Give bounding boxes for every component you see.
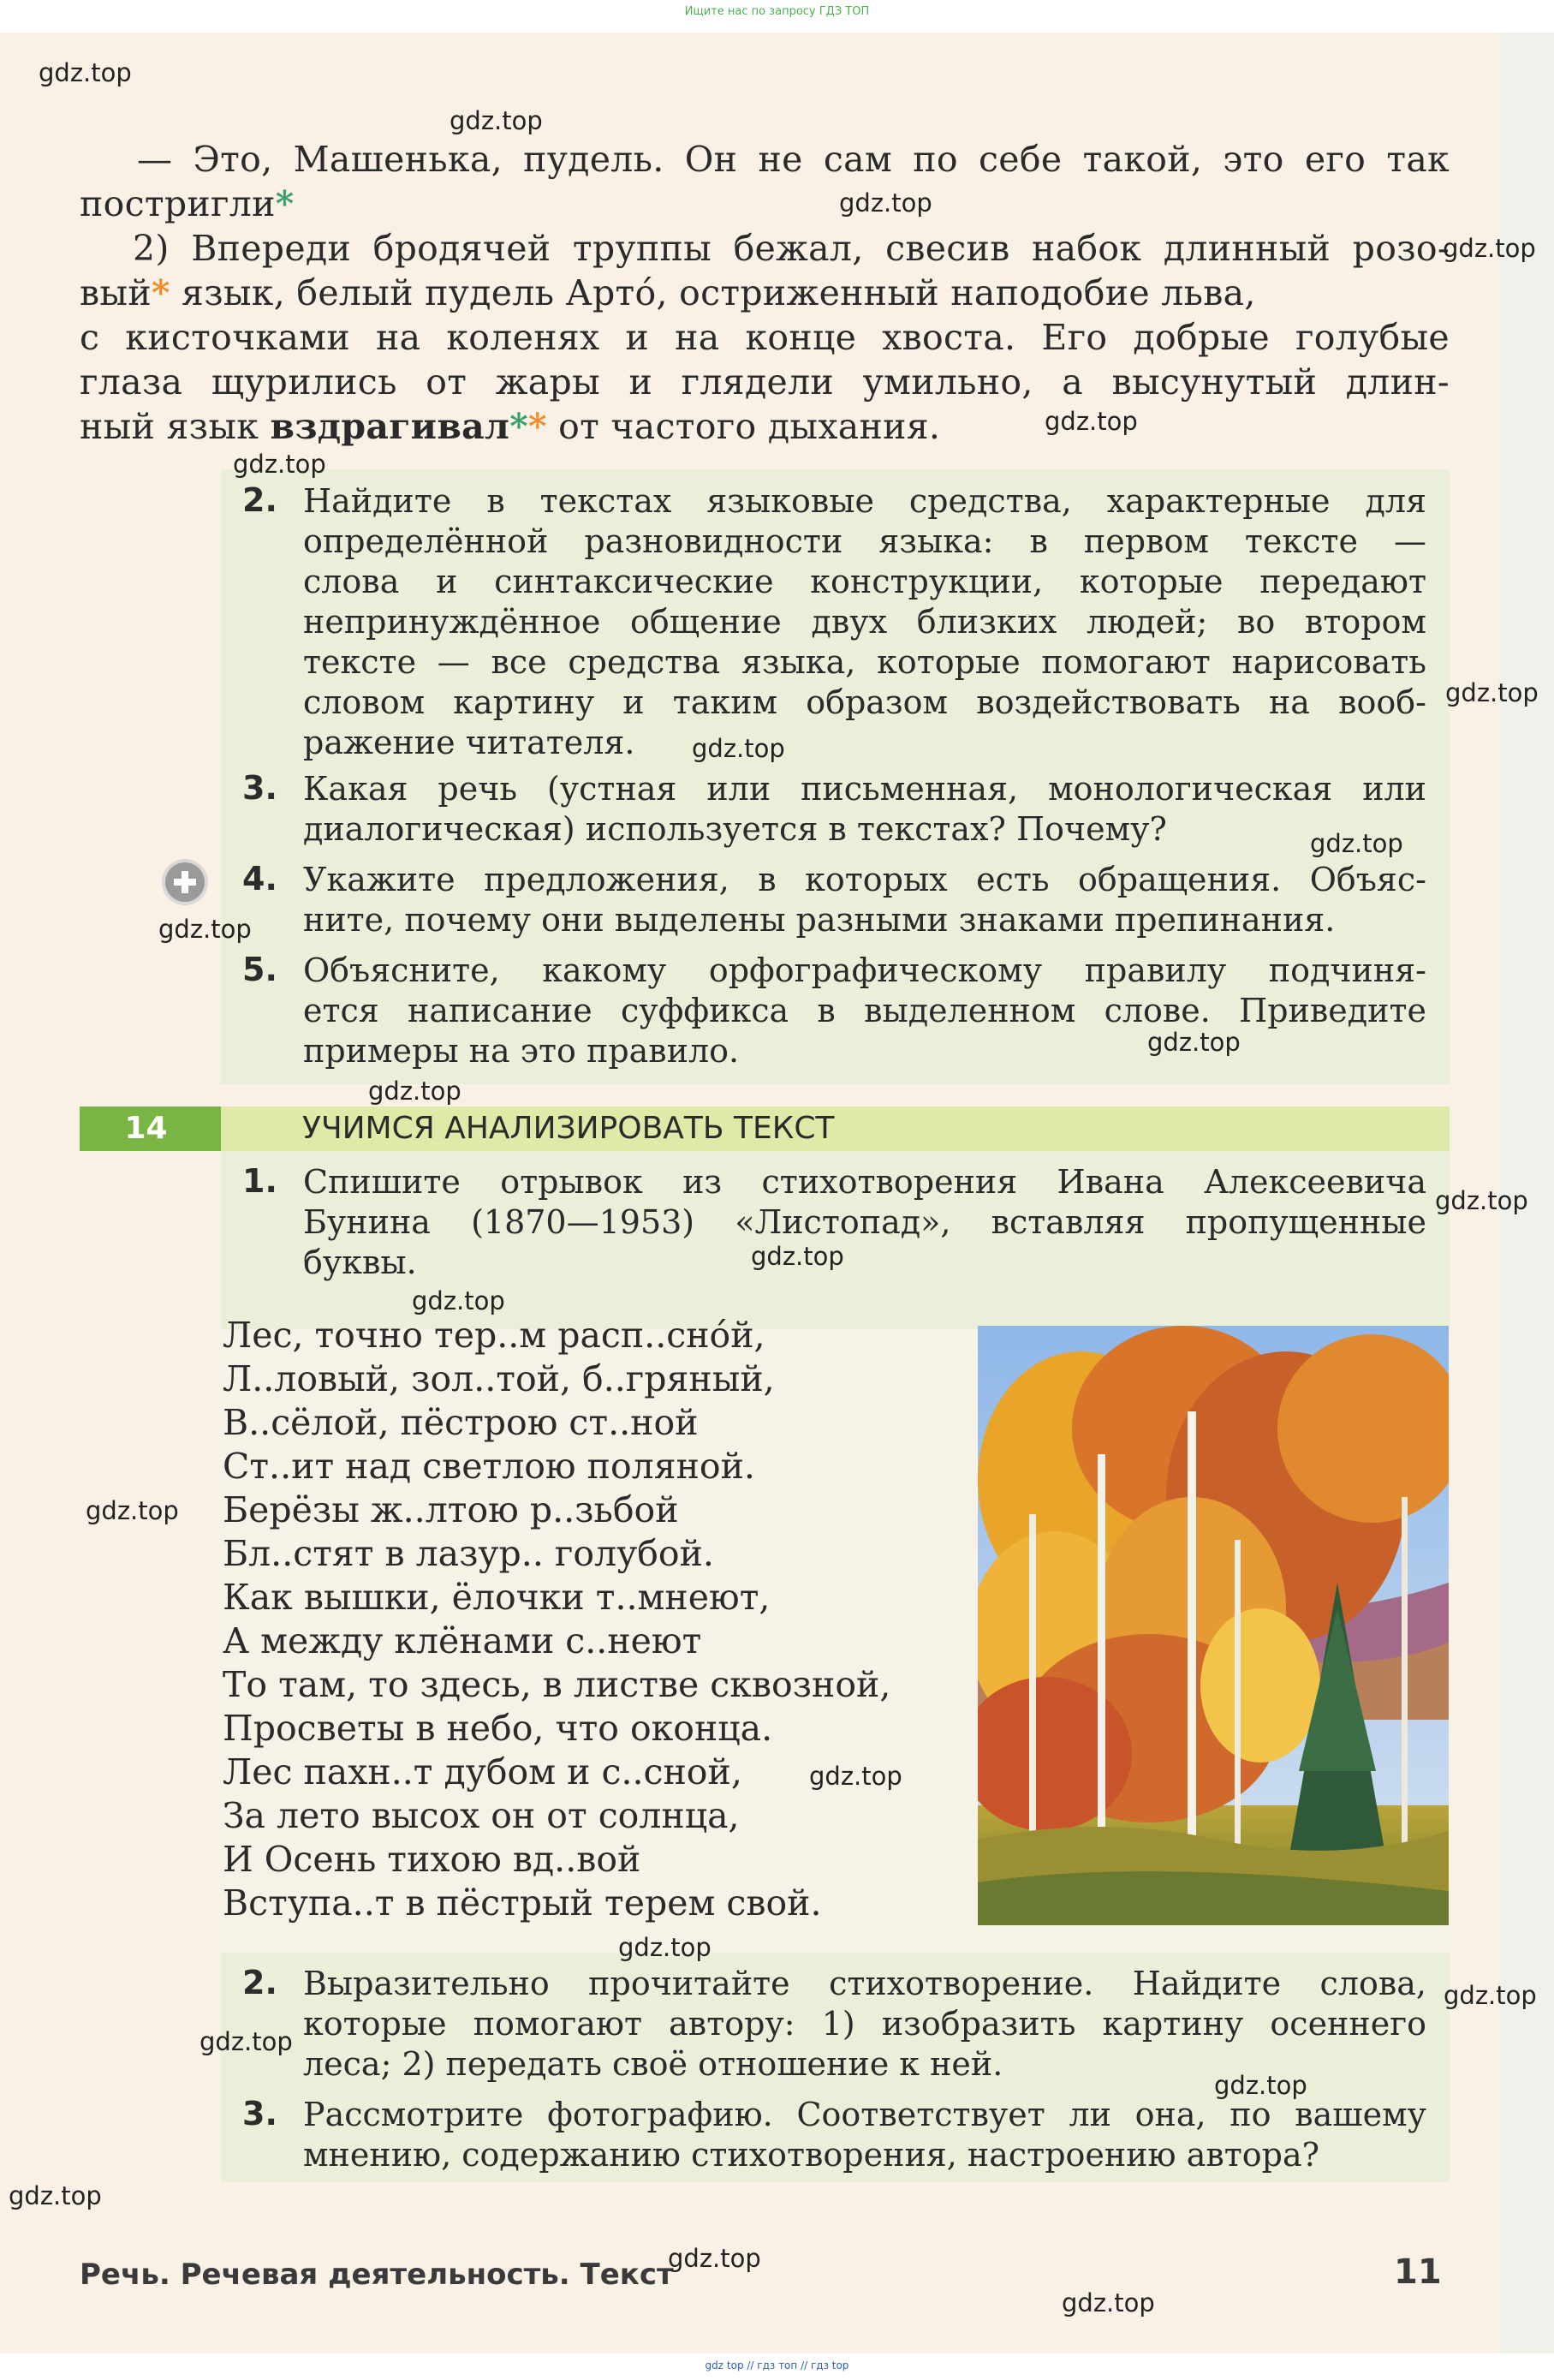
poem-line: Ст..ит над светлою поляной. (223, 1446, 755, 1487)
task-number: 2. (242, 481, 277, 519)
text-line: буквы. (303, 1244, 417, 1281)
intro-line-1 (137, 137, 1450, 182)
watermark: gdz.top (1045, 407, 1138, 436)
watermark: gdz.top (1062, 2288, 1155, 2317)
watermark: gdz.top (1147, 1028, 1241, 1057)
watermark: gdz.top (412, 1286, 505, 1315)
text-line: тексте — все средства языка, которые помогают нарисовать (303, 643, 1426, 681)
text-line: Бунина (1870—1953) «Листопад», вставляя пропущенные (303, 1203, 1426, 1241)
task-5-text (303, 951, 1426, 1071)
poem-line: Вступа..т в пёстрый терем свой. (223, 1882, 822, 1924)
text-span: вый (80, 272, 152, 313)
watermark: gdz.top (39, 58, 132, 87)
watermark: gdz.top (1214, 2071, 1307, 2100)
text-line: ется написание суффикса в выделенном слове. Приведите (303, 992, 1426, 1029)
page-number: 11 (1394, 2252, 1442, 2292)
task-4-text (303, 860, 1426, 940)
text-line: ните, почему они выделены разными знаками препинания. (303, 901, 1336, 939)
poem-line: Как вышки, ёлочки т..мнеют, (223, 1577, 771, 1618)
task-number: 4. (242, 860, 277, 898)
task-3-text (303, 769, 1426, 850)
paragraph-2-line-3: с кисточками на коленях и на конце хвоста. Его добрые голубые (80, 317, 1450, 358)
poem-line: Бл..стят в лазур.. голубой. (223, 1533, 714, 1574)
intro-text-2: постригли (80, 183, 276, 224)
watermark: gdz.top (158, 915, 252, 944)
asterisk-mark: * (528, 406, 547, 447)
section-title: УЧИМСЯ АНАЛИЗИРОВАТЬ ТЕКСТ (221, 1106, 1450, 1151)
text-span: язык, белый пудель Арто́, остриженный наподобие льва, (170, 272, 1256, 313)
watermark: gdz.top (233, 450, 326, 479)
text-line: определённой разновидности языка: в первом тексте — (303, 522, 1426, 560)
text-line: примеры на это правило. (303, 1032, 740, 1070)
text-line: ражение читателя. (303, 724, 635, 761)
text-line: Рассмотрите фотографию. Соответствует ли она, по вашему (303, 2096, 1426, 2133)
text-line: Укажите предложения, в которых есть обращения. Объяс- (303, 861, 1426, 898)
text-line: Спишите отрывок из стихотворения Ивана Алексеевича (303, 1163, 1426, 1201)
watermark: gdz.top (199, 2027, 293, 2056)
text-line: которые помогают автору: 1) изобразить картину осеннего (303, 2005, 1426, 2043)
poem-line: Лес, точно тер..м расп..сно́й, (223, 1315, 765, 1356)
poem-line: Просветы в небо, что оконца. (223, 1708, 773, 1749)
watermark: gdz.top (450, 106, 543, 135)
text-line: Найдите в текстах языковые средства, характерные для (303, 482, 1426, 520)
text-line: слова и синтаксические конструкции, которые передают (303, 563, 1426, 600)
highlighted-word: вздрагивал (270, 406, 510, 447)
text-line: леса; 2) передать своё отношение к ней. (303, 2045, 1003, 2083)
text-line: мнению, содержанию стихотворения, настроению автора? (303, 2136, 1319, 2174)
top-note: Ищите нас по запросу ГДЗ ТОП (684, 5, 870, 18)
asterisk-mark: * (509, 406, 529, 447)
watermark: gdz.top (9, 2181, 102, 2210)
text-line: диалогическая) используется в текстах? Почему? (303, 810, 1167, 848)
autumn-forest-photo (978, 1326, 1449, 1925)
paragraph-2-line-1: 2) Впереди бродячей труппы бежал, свесив набок длинный розо- (133, 228, 1450, 269)
poem-line: В..сёлой, пёстрою ст..ной (223, 1402, 699, 1443)
poem-line: То там, то здесь, в листве сквозной, (223, 1664, 891, 1705)
watermark: gdz.top (1445, 678, 1539, 707)
section-task-1-text (303, 1162, 1426, 1283)
asterisk-mark: * (275, 183, 295, 224)
watermark: gdz.top (618, 1933, 712, 1962)
watermark: gdz.top (86, 1496, 179, 1525)
watermark: gdz.top (368, 1077, 461, 1106)
text-line: непринуждённое общение двух близких людей; во втором (303, 603, 1426, 641)
text-line: Какая речь (устная или письменная, монологическая или (303, 770, 1426, 808)
paragraph-2-line-4: глаза щурились от жары и глядели умильно, а высунутый длин- (80, 361, 1450, 403)
poem-line: И Осень тихою вд..вой (223, 1839, 641, 1880)
task-number: 3. (242, 769, 277, 807)
poem-line: За лето высох он от солнца, (223, 1795, 740, 1836)
watermark: gdz.top (692, 734, 785, 763)
text-line: словом картину и таким образом воздействовать на вооб- (303, 683, 1426, 721)
watermark: gdz.top (839, 188, 932, 218)
poem-line: А между клёнами с..неют (223, 1620, 702, 1661)
text-line: Выразительно прочитайте стихотворение. Найдите слова, (303, 1965, 1426, 2002)
poem-line: Л..ловый, зол..той, б..гряный, (223, 1358, 775, 1399)
text-span: ный язык (80, 406, 271, 447)
intro-line-2 (80, 182, 1450, 226)
text-span: от частого дыхания. (546, 406, 941, 447)
poem-task-3-text (303, 2095, 1426, 2175)
task-number: 3. (242, 2095, 277, 2132)
footer-title: Речь. Речевая деятельность. Текст (80, 2258, 674, 2292)
section-number: 14 (80, 1106, 221, 1151)
bottom-note: gdz top // гдз топ // гдз top (705, 2359, 849, 2371)
poem-line: Лес пахн..т дубом и с..сной, (223, 1751, 742, 1792)
plus-icon (165, 862, 205, 902)
watermark: gdz.top (751, 1242, 844, 1271)
task-number: 2. (242, 1964, 277, 2001)
intro-text-1: — Это, Машенька, пудель. Он не сам по себе такой, это его так (137, 139, 1450, 180)
paragraph-2-line-5 (80, 404, 1450, 449)
task-2-text (303, 481, 1426, 763)
watermark: gdz.top (1310, 829, 1403, 858)
task-number: 1. (242, 1162, 277, 1200)
watermark: gdz.top (809, 1762, 902, 1791)
watermark: gdz.top (1444, 1981, 1537, 2010)
text-line: Объясните, какому орфографическому правилу подчиня- (303, 951, 1426, 989)
watermark: gdz.top (1435, 1186, 1528, 1215)
poem-line: Берёзы ж..лтою р..зьбой (223, 1489, 679, 1530)
task-number: 5. (242, 951, 277, 988)
watermark: gdz.top (668, 2244, 761, 2273)
paragraph-2-line-2 (80, 271, 1450, 315)
watermark: gdz.top (1443, 234, 1536, 263)
asterisk-mark: * (151, 272, 170, 313)
poem-task-2-text (303, 1964, 1426, 2085)
